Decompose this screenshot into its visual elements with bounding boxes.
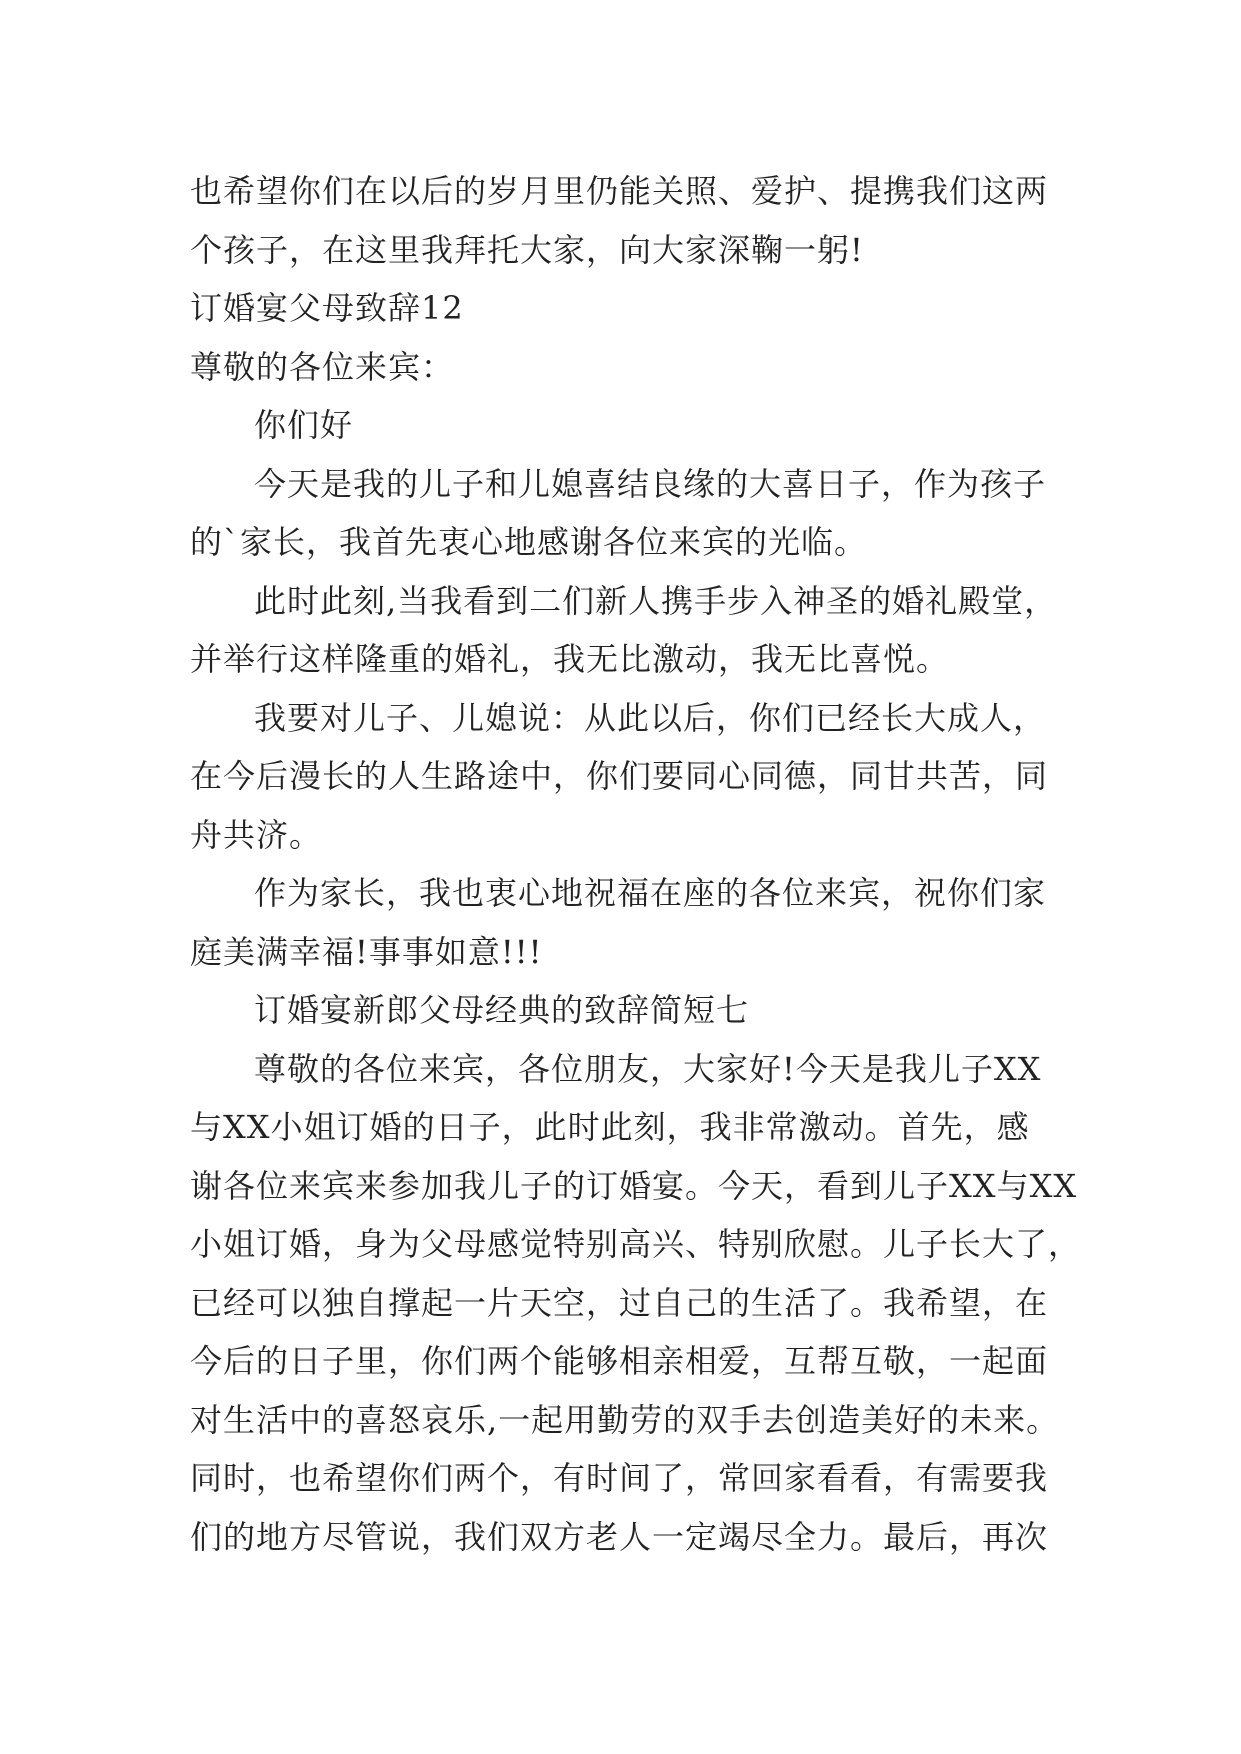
text-line: 谢各位来宾来参加我儿子的订婚宴。今天，看到儿子XX与XX [190, 1166, 1078, 1205]
text-line: 你们好 [254, 406, 354, 444]
text-line: 在今后漫长的人生路途中，你们要同心同德，同甘共苦，同 [190, 757, 1049, 795]
text-line: 订婚宴新郎父母经典的致辞简短七 [254, 991, 750, 1029]
text-line: 此时此刻,当我看到二们新人携手步入神圣的婚礼殿堂， [254, 581, 1058, 620]
text-line: 订婚宴父母致辞12 [190, 289, 464, 327]
text-line: 同时，也希望你们两个，有时间了，常回家看看，有需要我 [190, 1459, 1049, 1497]
text-line: 们的地方尽管说，我们双方老人一定竭尽全力。最后，再次 [190, 1517, 1049, 1556]
text-line: 作为家长，我也衷心地祝福在座的各位来宾，祝你们家 [254, 874, 1047, 912]
text-line: 小姐订婚，身为父母感觉特别高兴、特别欣慰。儿子长大了， [190, 1225, 1082, 1263]
text-line: 对生活中的喜怒哀乐,一起用勤劳的双手去创造美好的未来。 [190, 1400, 1060, 1439]
text-line: 并举行这样隆重的婚礼，我无比激动，我无比喜悦。 [190, 640, 950, 678]
text-line: 的`家长，我首先衷心地感谢各位来宾的光临。 [190, 523, 868, 561]
text-line: 与XX小姐订婚的日子，此时此刻，我非常激动。首先，感 [190, 1108, 1030, 1146]
text-line: 今天是我的儿子和儿媳喜结良缘的大喜日子，作为孩子 [254, 464, 1047, 503]
document-body [190, 162, 1082, 1566]
text-line: 尊敬的各位来宾，各位朋友，大家好!今天是我儿子XX [254, 1049, 1042, 1088]
text-line: 今后的日子里，你们两个能够相亲相爱，互帮互敬，一起面 [190, 1342, 1049, 1380]
text-line: 尊敬的各位来宾： [190, 347, 455, 386]
text-line: 舟共济。 [190, 815, 323, 854]
text-line: 个孩子，在这里我拜托大家，向大家深鞠一躬! [190, 230, 864, 269]
text-line: 庭美满幸福!事事如意!!! [190, 932, 543, 971]
text-line: 也希望你们在以后的岁月里仍能关照、爱护、提携我们这两 [190, 172, 1049, 210]
text-line: 已经可以独自撑起一片天空，过自己的生活了。我希望，在 [190, 1283, 1049, 1322]
text-line: 我要对儿子、儿媳说：从此以后，你们已经长大成人， [254, 698, 1047, 737]
